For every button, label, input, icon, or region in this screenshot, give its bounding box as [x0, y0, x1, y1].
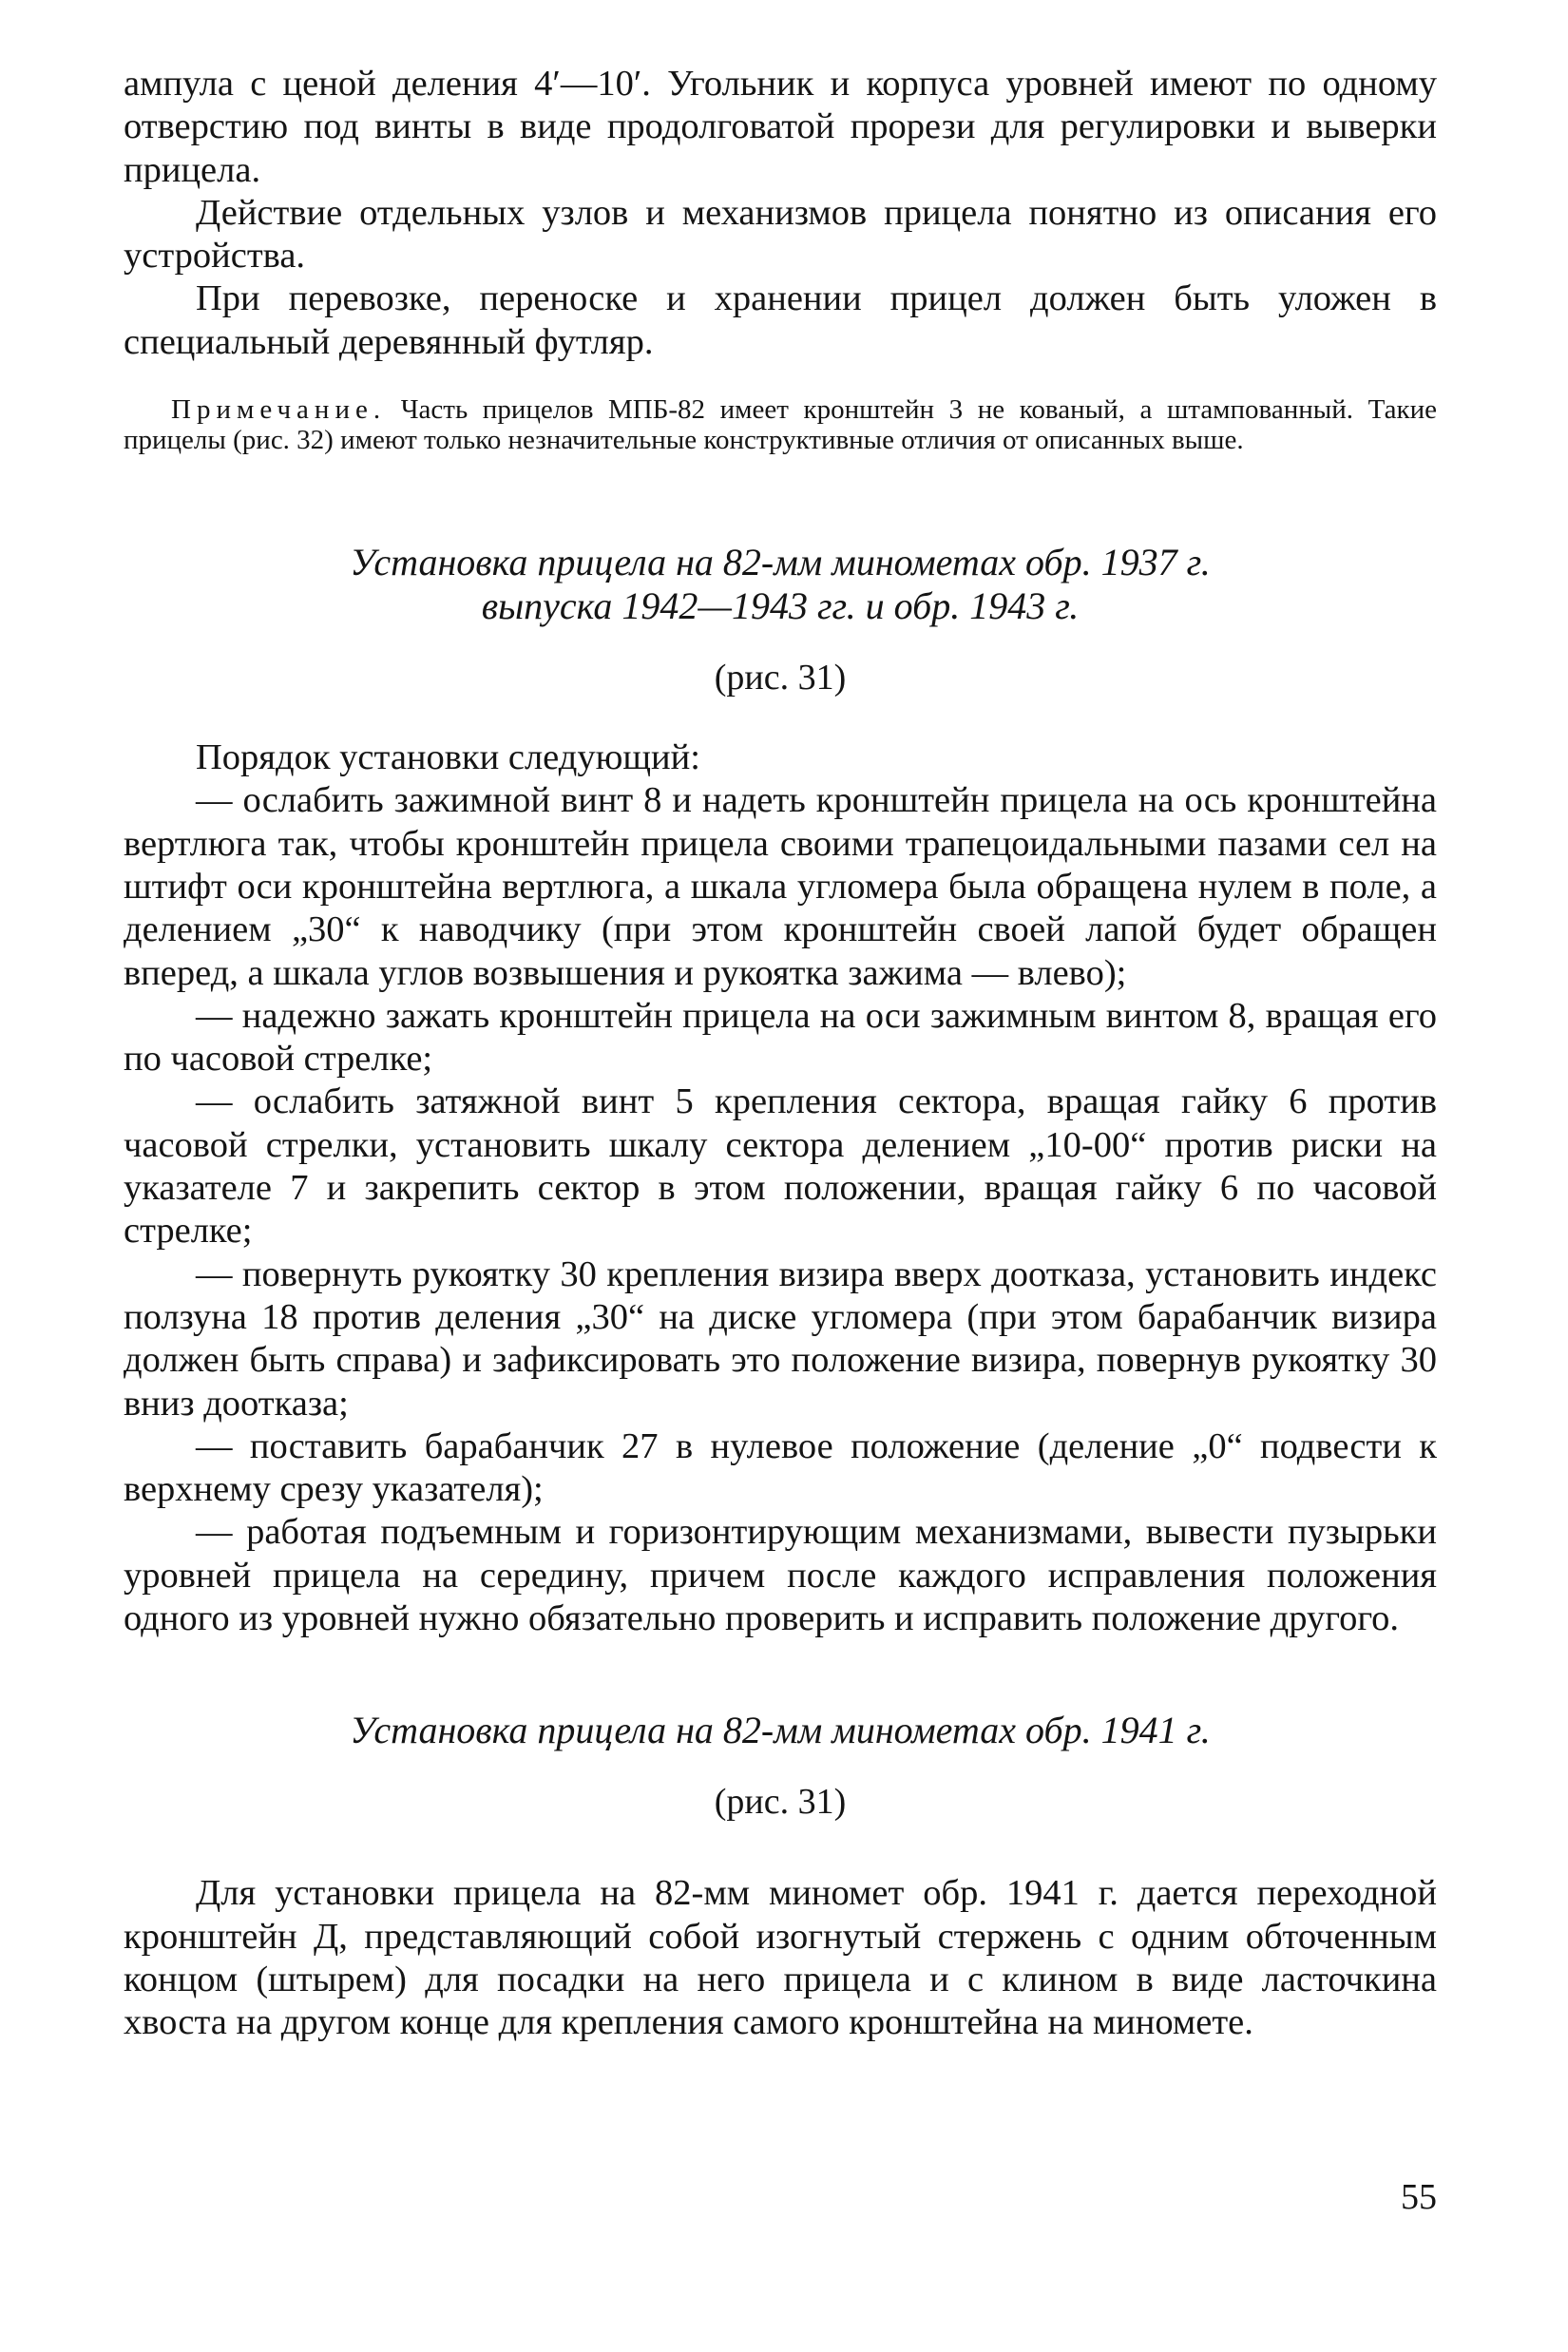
intro-paragraph-1: ампула с ценой деления 4′—10′. Угольник и корпуса уровней имеют по одному отверстию под винты в виде продолговатой прорези для регулировки и выверки прицела. — [124, 64, 1437, 190]
intro-paragraph-3: При перевозке, переноске и хранении прицел должен быть уложен в специальный деревянный футляр. — [124, 278, 1437, 362]
page-number: 55 — [1401, 2177, 1437, 2217]
section-1-intro: Порядок установки следующий: — [196, 737, 700, 778]
intro-paragraph-2: Действие отдельных узлов и механизмов прицела понятно из описания его устройства. — [124, 192, 1437, 277]
footnote-remark — [124, 394, 1437, 455]
step-4: — повернуть рукоятку 30 крепления визира вверх доотказа, установить индекс ползуна 18 против деления „30“ на диске угломера (при этом барабанчик визира должен быть справа) и зафиксировать это положение визира, повернув рукоятку 30 вниз доотказа; — [124, 1253, 1437, 1424]
step-1: — ослабить зажимной винт 8 и надеть кронштейн прицела на ось кронштейна вертлюга так, чтобы кронштейн прицела своими трапецоидальными пазами сел на штифт оси кронштейна вертлюга, а шкала угломера была обращена нулем в поле, а делением „30“ к наводчику (при этом кронштейн своей лапой будет обращен вперед, а шкала углов возвышения и рукоятка зажима — влево); — [124, 780, 1437, 993]
section-1-heading-line-2: выпуска 1942—1943 гг. и обр. 1943 г. — [481, 584, 1080, 628]
section-2-heading: Установка прицела на 82-мм минометах обр. 1941 г. — [350, 1709, 1211, 1752]
section-2-paragraph: Для установки прицела на 82-мм миномет обр. 1941 г. дается переходной кронштейн Д, представляющий собой изогнутый стержень с одним обточенным концом (штырем) для посадки на него прицела и с клином в виде ласточкина хвоста на другом конце для крепления самого кронштейна на миномете. — [124, 1873, 1437, 2043]
section-1-heading — [124, 541, 1437, 628]
section-1-heading-line-1: Установка прицела на 82-мм минометах обр. 1937 г. — [350, 541, 1211, 584]
remark-text: Часть прицелов МПБ-82 имеет кронштейн 3 не кованый, а штампованный. Такие прицелы (рис. 32) имеют только незначительные конструктивные отличия от описанных выше. — [124, 394, 1437, 456]
section-1-figure-reference: (рис. 31) — [714, 658, 847, 698]
step-2: — надежно зажать кронштейн прицела на оси зажимным винтом 8, вращая его по часовой стрелке; — [124, 995, 1437, 1080]
step-6: — работая подъемным и горизонтирующим механизмами, вывести пузырьки уровней прицела на середину, причем после каждого исправления положения одного из уровней нужно обязательно проверить и исправить положение другого. — [124, 1512, 1437, 1639]
remark-lead: Примечание. — [171, 394, 387, 426]
section-2-figure-reference: (рис. 31) — [714, 1782, 847, 1823]
step-3: — ослабить затяжной винт 5 крепления сектора, вращая гайку 6 против часовой стрелки, установить шкалу сектора делением „10-00“ против риски на указателе 7 и закрепить сектор в этом положении, вращая гайку 6 по часовой стрелке; — [124, 1081, 1437, 1252]
step-5: — поставить барабанчик 27 в нулевое положение (деление „0“ подвести к верхнему срезу указателя); — [124, 1425, 1437, 1510]
